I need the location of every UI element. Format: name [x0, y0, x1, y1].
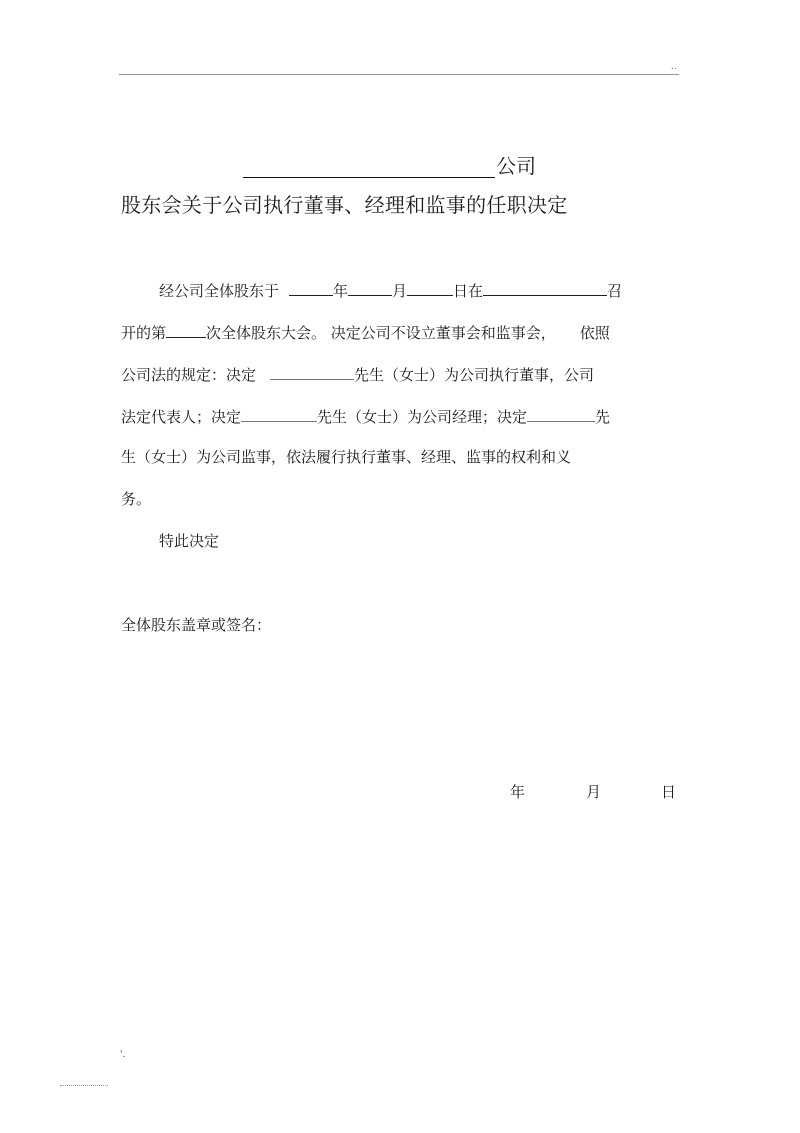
manager-prefix: 法定代表人；决定 [121, 408, 242, 426]
document-title: 股东会关于公司执行董事、经理和监事的任职决定 [121, 193, 568, 217]
director-role-text: 先生（女士）为公司执行董事，公司 [354, 366, 595, 384]
date-month-label: 月 [586, 783, 602, 801]
signature-label: 全体股东盖章或签名： [121, 616, 272, 634]
line4-end: 先 [595, 408, 611, 426]
day-blank[interactable] [407, 278, 453, 296]
line2-end: 依照 [579, 324, 610, 342]
meeting-number-prefix: 开的第 [121, 324, 167, 342]
meeting-date-prefix: 经公司全体股东于 [159, 282, 280, 300]
company-name-blank[interactable] [243, 153, 495, 178]
meeting-decision-text: 次全体股东大会。 决定公司不设立董事会和监事会， [206, 324, 556, 342]
footer-rule [60, 1085, 108, 1086]
year-blank[interactable] [289, 278, 333, 296]
paragraph-line-4 [121, 404, 610, 426]
company-suffix: 公司 [496, 154, 536, 178]
company-name-line [243, 150, 536, 178]
supervisor-blank[interactable] [527, 404, 595, 422]
footer-mark: '. [120, 1050, 126, 1060]
year-label: 年 [333, 282, 349, 300]
location-blank[interactable] [483, 278, 607, 296]
paragraph-line-3 [121, 362, 594, 384]
paragraph-line-5: 生（女士）为公司监事，依法履行执行董事、经理、监事的权利和义 [121, 448, 572, 466]
month-label: 月 [392, 282, 408, 300]
month-blank[interactable] [348, 278, 392, 296]
manager-role-text: 先生（女士）为公司经理；决定 [317, 408, 528, 426]
header-rule [119, 74, 679, 75]
executive-director-blank[interactable] [270, 362, 354, 380]
signature-date [510, 781, 680, 803]
paragraph-line-2 [121, 320, 610, 342]
date-day-label: 日 [661, 783, 677, 801]
paragraph-line-6: 务。 [121, 490, 152, 508]
day-label: 日在 [453, 282, 484, 300]
meeting-number-blank[interactable] [166, 320, 206, 338]
header-mark: .. [671, 62, 679, 71]
manager-blank[interactable] [241, 404, 317, 422]
line1-end: 召 [607, 282, 623, 300]
paragraph-line-1 [121, 278, 622, 300]
date-year-label: 年 [510, 783, 526, 801]
closing-text: 特此决定 [159, 532, 220, 550]
director-prefix: 公司法的规定：决定 [121, 366, 257, 384]
